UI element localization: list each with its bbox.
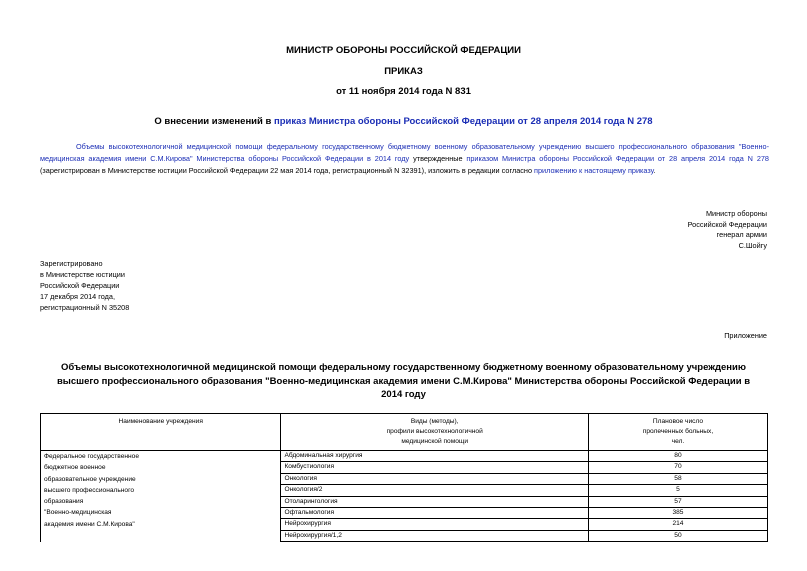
institution-line: образовательное учреждение xyxy=(44,475,136,483)
volumes-link[interactable]: Объемы высокотехнологичной медицинской помощи федеральному государственному бюджетному военному образовательному учреждению высшего профессионального образования "Военно-медицинская академия имени С.М.Кирова" Министерства обороны Российской Федерации в 2014 году xyxy=(40,142,769,163)
patient-count-cell: 70 xyxy=(588,462,767,473)
header-patient-count xyxy=(588,414,767,451)
intro-paragraph xyxy=(40,141,769,177)
signature-line-3: генерал армии xyxy=(716,230,767,239)
document-subject xyxy=(0,116,807,127)
registration-block xyxy=(40,258,290,313)
patient-count-cell: 80 xyxy=(588,451,767,462)
institution-line: бюджетное военное xyxy=(44,464,106,472)
signature-line-1: Министр обороны xyxy=(705,209,767,218)
signature-line-4: С.Шойгу xyxy=(738,240,767,250)
registration-line-4: 17 декабря 2014 года, xyxy=(40,292,116,301)
annex-link[interactable]: приложению к настоящему приказу xyxy=(534,166,654,175)
header-patient-count-l3: чел. xyxy=(671,438,685,445)
signature-block xyxy=(567,209,767,251)
patient-count-cell: 58 xyxy=(588,473,767,484)
patient-count-cell: 385 xyxy=(588,508,767,519)
header-patient-count-l1: Плановое число xyxy=(652,418,704,425)
subject-prefix: О внесении изменений в xyxy=(154,116,274,127)
annex-title-text: Объемы высокотехнологичной медицинской помощи федеральному государственному бюджетному военному образовательному учреждению высшего профессионального образования "Военно-медицинская академия имени С.М.Кирова" Министерства обороны Российской Федерации в 2014 году xyxy=(56,362,751,400)
patient-count-cell: 57 xyxy=(588,496,767,507)
header-care-type xyxy=(281,414,589,451)
patient-count-cell: 5 xyxy=(588,485,767,496)
intro-text-3: . xyxy=(653,166,656,175)
signature-line-2: Российской Федерации xyxy=(687,219,767,229)
document-type: ПРИКАЗ xyxy=(384,66,423,77)
care-type-cell: Абдоминальная хирургия xyxy=(281,451,589,462)
patient-count-cell: 50 xyxy=(588,530,767,541)
care-type-cell: Онкология/2 xyxy=(281,485,589,496)
annex-title xyxy=(0,361,807,402)
registration-line-3: Российской Федерации xyxy=(40,281,120,290)
care-type-cell: Нейрохирургия/1,2 xyxy=(281,530,589,541)
table-header-row xyxy=(41,414,768,451)
institution-line: высшего профессионального xyxy=(44,486,135,494)
header-institution: Наименование учреждения xyxy=(41,414,281,451)
institution-line: академия имени С.М.Кирова" xyxy=(44,520,135,528)
header-care-type-l2: профили высокотехнологичной xyxy=(386,428,483,435)
care-type-cell: Комбустиология xyxy=(281,462,589,473)
volumes-table xyxy=(40,413,768,542)
intro-text-2: (зарегистрирован в Министерстве юстиции Российской Федерации 22 мая 2014 года, регистрационный N 32391), изложить в редакции согласно xyxy=(40,166,535,175)
header-patient-count-l2: пролеченных больных, xyxy=(642,428,714,435)
institution-cell xyxy=(41,451,281,542)
ministry-heading: МИНИСТР ОБОРОНЫ РОССИЙСКОЙ ФЕДЕРАЦИИ xyxy=(286,45,521,56)
institution-line: образования xyxy=(44,498,84,506)
registration-line-2: в Министерстве юстиции xyxy=(40,270,125,279)
table-row xyxy=(41,451,768,462)
amended-order-link[interactable]: приказ Министра обороны Российской Федерации от 28 апреля 2014 года N 278 xyxy=(273,116,653,127)
institution-line: "Военно-медицинская xyxy=(44,509,112,517)
care-type-cell: Онкология xyxy=(281,473,589,484)
care-type-cell: Нейрохирургия xyxy=(281,519,589,530)
patient-count-cell: 214 xyxy=(588,519,767,530)
order-278-link[interactable]: приказом Министра обороны Российской Федерации от 28 апреля 2014 года N 278 xyxy=(466,154,769,163)
intro-text-1: утвержденные xyxy=(409,154,467,163)
annex-label: Приложение xyxy=(724,331,767,340)
document-date-number: от 11 ноября 2014 года N 831 xyxy=(336,86,471,97)
care-type-cell: Офтальмология xyxy=(281,508,589,519)
registration-line-1: Зарегистрировано xyxy=(40,259,103,268)
care-type-cell: Отоларингология xyxy=(281,496,589,507)
header-care-type-l3: медицинской помощи xyxy=(401,438,469,445)
institution-line: Федеральное государственное xyxy=(44,453,139,460)
registration-line-5: регистрационный N 35208 xyxy=(40,303,130,312)
header-care-type-l1: Виды (методы), xyxy=(410,418,459,425)
